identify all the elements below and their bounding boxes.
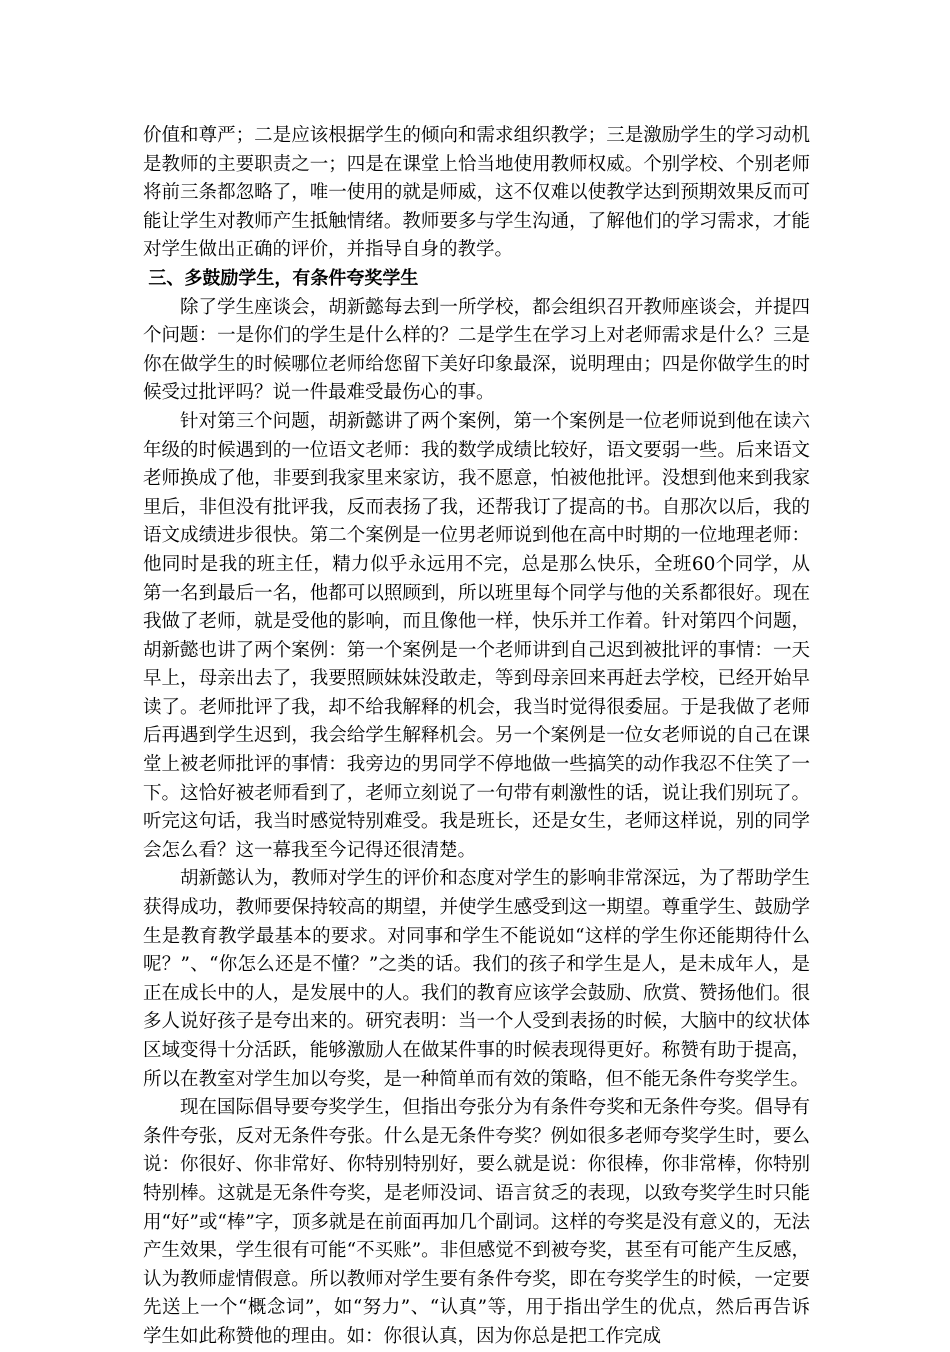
paragraph-conditional-praise: 现在国际倡导要夸奖学生，但指出夸张分为有条件夸奖和无条件夸奖。倡导有条件夸张，反对无条件夸张。什么是无条件夸奖？例如很多老师夸奖学生时，要么说：你很好、你非常好、你特别特别好，要么就是说：你很棒，你非常棒，你特别特别棒。这就是无条件夸奖，是老师没词、语言贫乏的表现，以致夸奖学生时只能用“好”或“棒”字，顶多就是在前面再加几个副词。这样的夸奖是没有意义的，无法产生效果，学生很有可能“不买账”。非但感觉不到被夸奖，甚至有可能产生反感，认为教师虚情假意。所以教师对学生要有条件夸奖，即在夸奖学生的时候，一定要先送上一个“概念词”，如“努力”、“认真”等，用于指出学生的优点，然后再告诉学生如此称赞他的理由。如：你很认真，因为你总是把工作完成 [143,1097,810,1347]
paragraph-teacher-forum: 除了学生座谈会，胡新懿每去到一所学校，都会组织召开教师座谈会，并提四个问题：一是你们的学生是什么样的？二是学生在学习上对老师需求是什么？三是你在做学生的时候哪位老师给您留下美好印象最深，说明理由；四是你做学生的时候受过批评吗？说一件最难受最伤心的事。 [143,296,810,404]
document-page [143,122,810,1352]
paragraph-cases: 针对第三个问题，胡新懿讲了两个案例，第一个案例是一位老师说到他在读六年级的时候遇到的一位语文老师：我的数学成绩比较好，语文要弱一些。后来语文老师换成了他，非要到我家里来家访，我不愿意，怕被他批评。没想到他来到我家里后，非但没有批评我，反而表扬了我，还帮我订了提高的书。自那次以后，我的语文成绩进步很快。第二个案例是一位男老师说到他在高中时期的一位地理老师：他同时是我的班主任，精力似乎永远用不完，总是那么快乐，全班60个同学，从第一名到最后一名，他都可以照顾到，所以班里每个同学与他的关系都很好。现在我做了老师，就是受他的影响，而且像他一样，快乐并工作着。针对第四个问题，胡新懿也讲了两个案例：第一个案例是一个老师讲到自己迟到被批评的事情：一天早上，母亲出去了，我要照顾妹妹没敢走，等到母亲回来再赶去学校，已经开始早读了。老师批评了我，却不给我解释的机会，我当时觉得很委屈。于是我做了老师后再遇到学生迟到，我会给学生解释机会。另一个案例是一位女老师说的自己在课堂上被老师批评的事情：我旁边的男同学不停地做一些搞笑的动作我忍不住笑了一下。这恰好被老师看到了，老师立刻说了一句带有刺激性的话，说让我们别玩了。听完这句话，我当时感觉特别难受。我是班长，还是女生，老师这样说，别的同学会怎么看？这一幕我至今记得还很清楚。 [143,410,810,861]
paragraph-continuation: 价值和尊严；二是应该根据学生的倾向和需求组织教学；三是激励学生的学习动机是教师的主要职责之一；四是在课堂上恰当地使用教师权威。个别学校、个别老师将前三条都忽略了，唯一使用的就是师威，这不仅难以使教学达到预期效果反而可能让学生对教师产生抵触情绪。教师要多与学生沟通，了解他们的学习需求，才能对学生做出正确的评价，并指导自身的教学。 [143,125,810,261]
section-heading: 三、多鼓励学生，有条件夸奖学生 [148,267,419,289]
paragraph-evaluation: 胡新懿认为，教师对学生的评价和态度对学生的影响非常深远，为了帮助学生获得成功，教师要保持较高的期望，并使学生感受到这一期望。尊重学生、鼓励学生是教育教学最基本的要求。对同事和学生不能说如“这样的学生你还能期待什么呢？”、“你怎么还是不懂？”之类的话。我们的孩子和学生是人，是未成年人，是正在成长中的人，是发展中的人。我们的教育应该学会鼓励、欣赏、赞扬他们。很多人说好孩子是夸出来的。研究表明：当一个人受到表扬的时候，大脑中的纹状体区域变得十分活跃，能够激励人在做某件事的时候表现得更好。称赞有助于提高，所以在教室对学生加以夸奖，是一种简单而有效的策略，但不能无条件夸奖学生。 [143,868,810,1090]
